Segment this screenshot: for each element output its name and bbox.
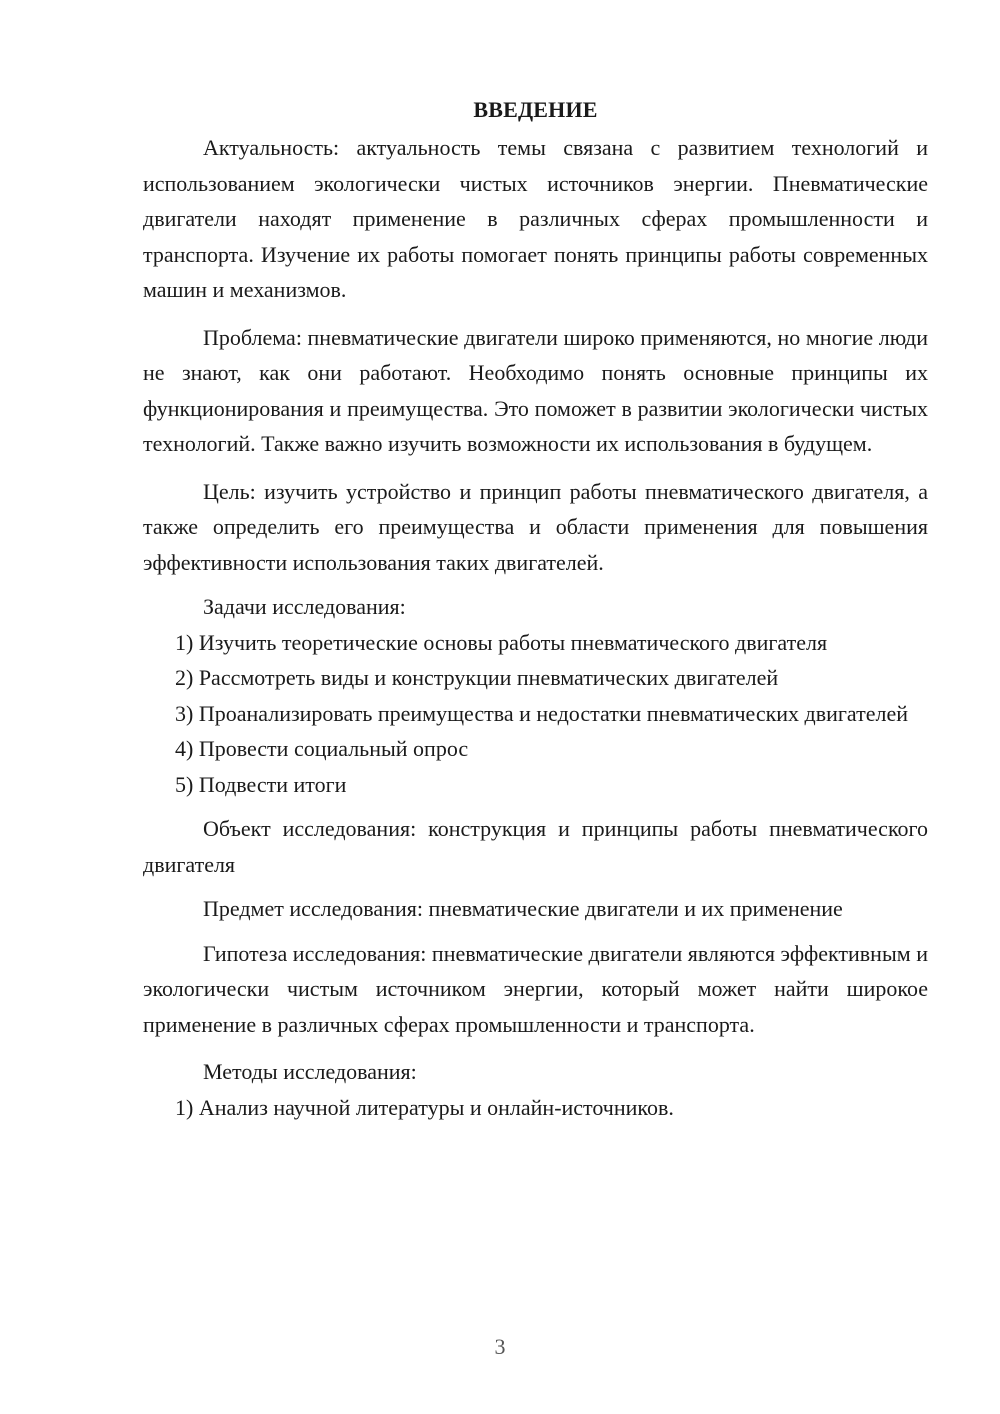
- paragraph-goal: Цель: изучить устройство и принцип работы пневматического двигателя, а также определить его преимущества и области применения для повышения эффективности использования таких двигателей.: [143, 478, 928, 575]
- page-number: 3: [494, 1334, 506, 1359]
- task-item-2: 2) Рассмотреть виды и конструкции пневматических двигателей: [175, 665, 779, 690]
- methods-heading: Методы исследования:: [203, 1059, 417, 1084]
- task-item-4: 4) Провести социальный опрос: [175, 736, 469, 761]
- paragraph-object: Объект исследования: конструкция и принципы работы пневматического двигателя: [143, 816, 928, 877]
- document-page: [143, 92, 928, 1125]
- task-item-1: 1) Изучить теоретические основы работы пневматического двигателя: [175, 629, 828, 655]
- task-item-5: 5) Подвести итоги: [175, 771, 347, 797]
- method-item-1: 1) Анализ научной литературы и онлайн-источников.: [175, 1094, 674, 1120]
- task-item-3: 3) Проанализировать преимущества и недостатки пневматических двигателей: [175, 700, 909, 726]
- paragraph-problem: Проблема: пневматические двигатели широко применяются, но многие люди не знают, как они работают. Необходимо понять основные принципы их функционирования и преимущества. Это поможет в развитии экологически чистых технологий. Также важно изучить возможности их использования в будущем.: [143, 324, 928, 456]
- paragraph-hypothesis: Гипотеза исследования: пневматические двигатели являются эффективным и экологически чистым источником энергии, который может найти широкое применение в различных сферах промышленности и транспорта.: [143, 940, 928, 1037]
- tasks-heading: Задачи исследования:: [203, 594, 406, 619]
- paragraph-subject: Предмет исследования: пневматические двигатели и их применение: [203, 896, 843, 921]
- paragraph-relevance: Актуальность: актуальность темы связана с развитием технологий и использованием экологически чистых источников энергии. Пневматические двигатели находят применение в различных сферах промышленности и транспорта. Изучение их работы помогает понять принципы работы современных машин и механизмов.: [143, 135, 928, 302]
- section-title: ВВЕДЕНИЕ: [473, 97, 598, 122]
